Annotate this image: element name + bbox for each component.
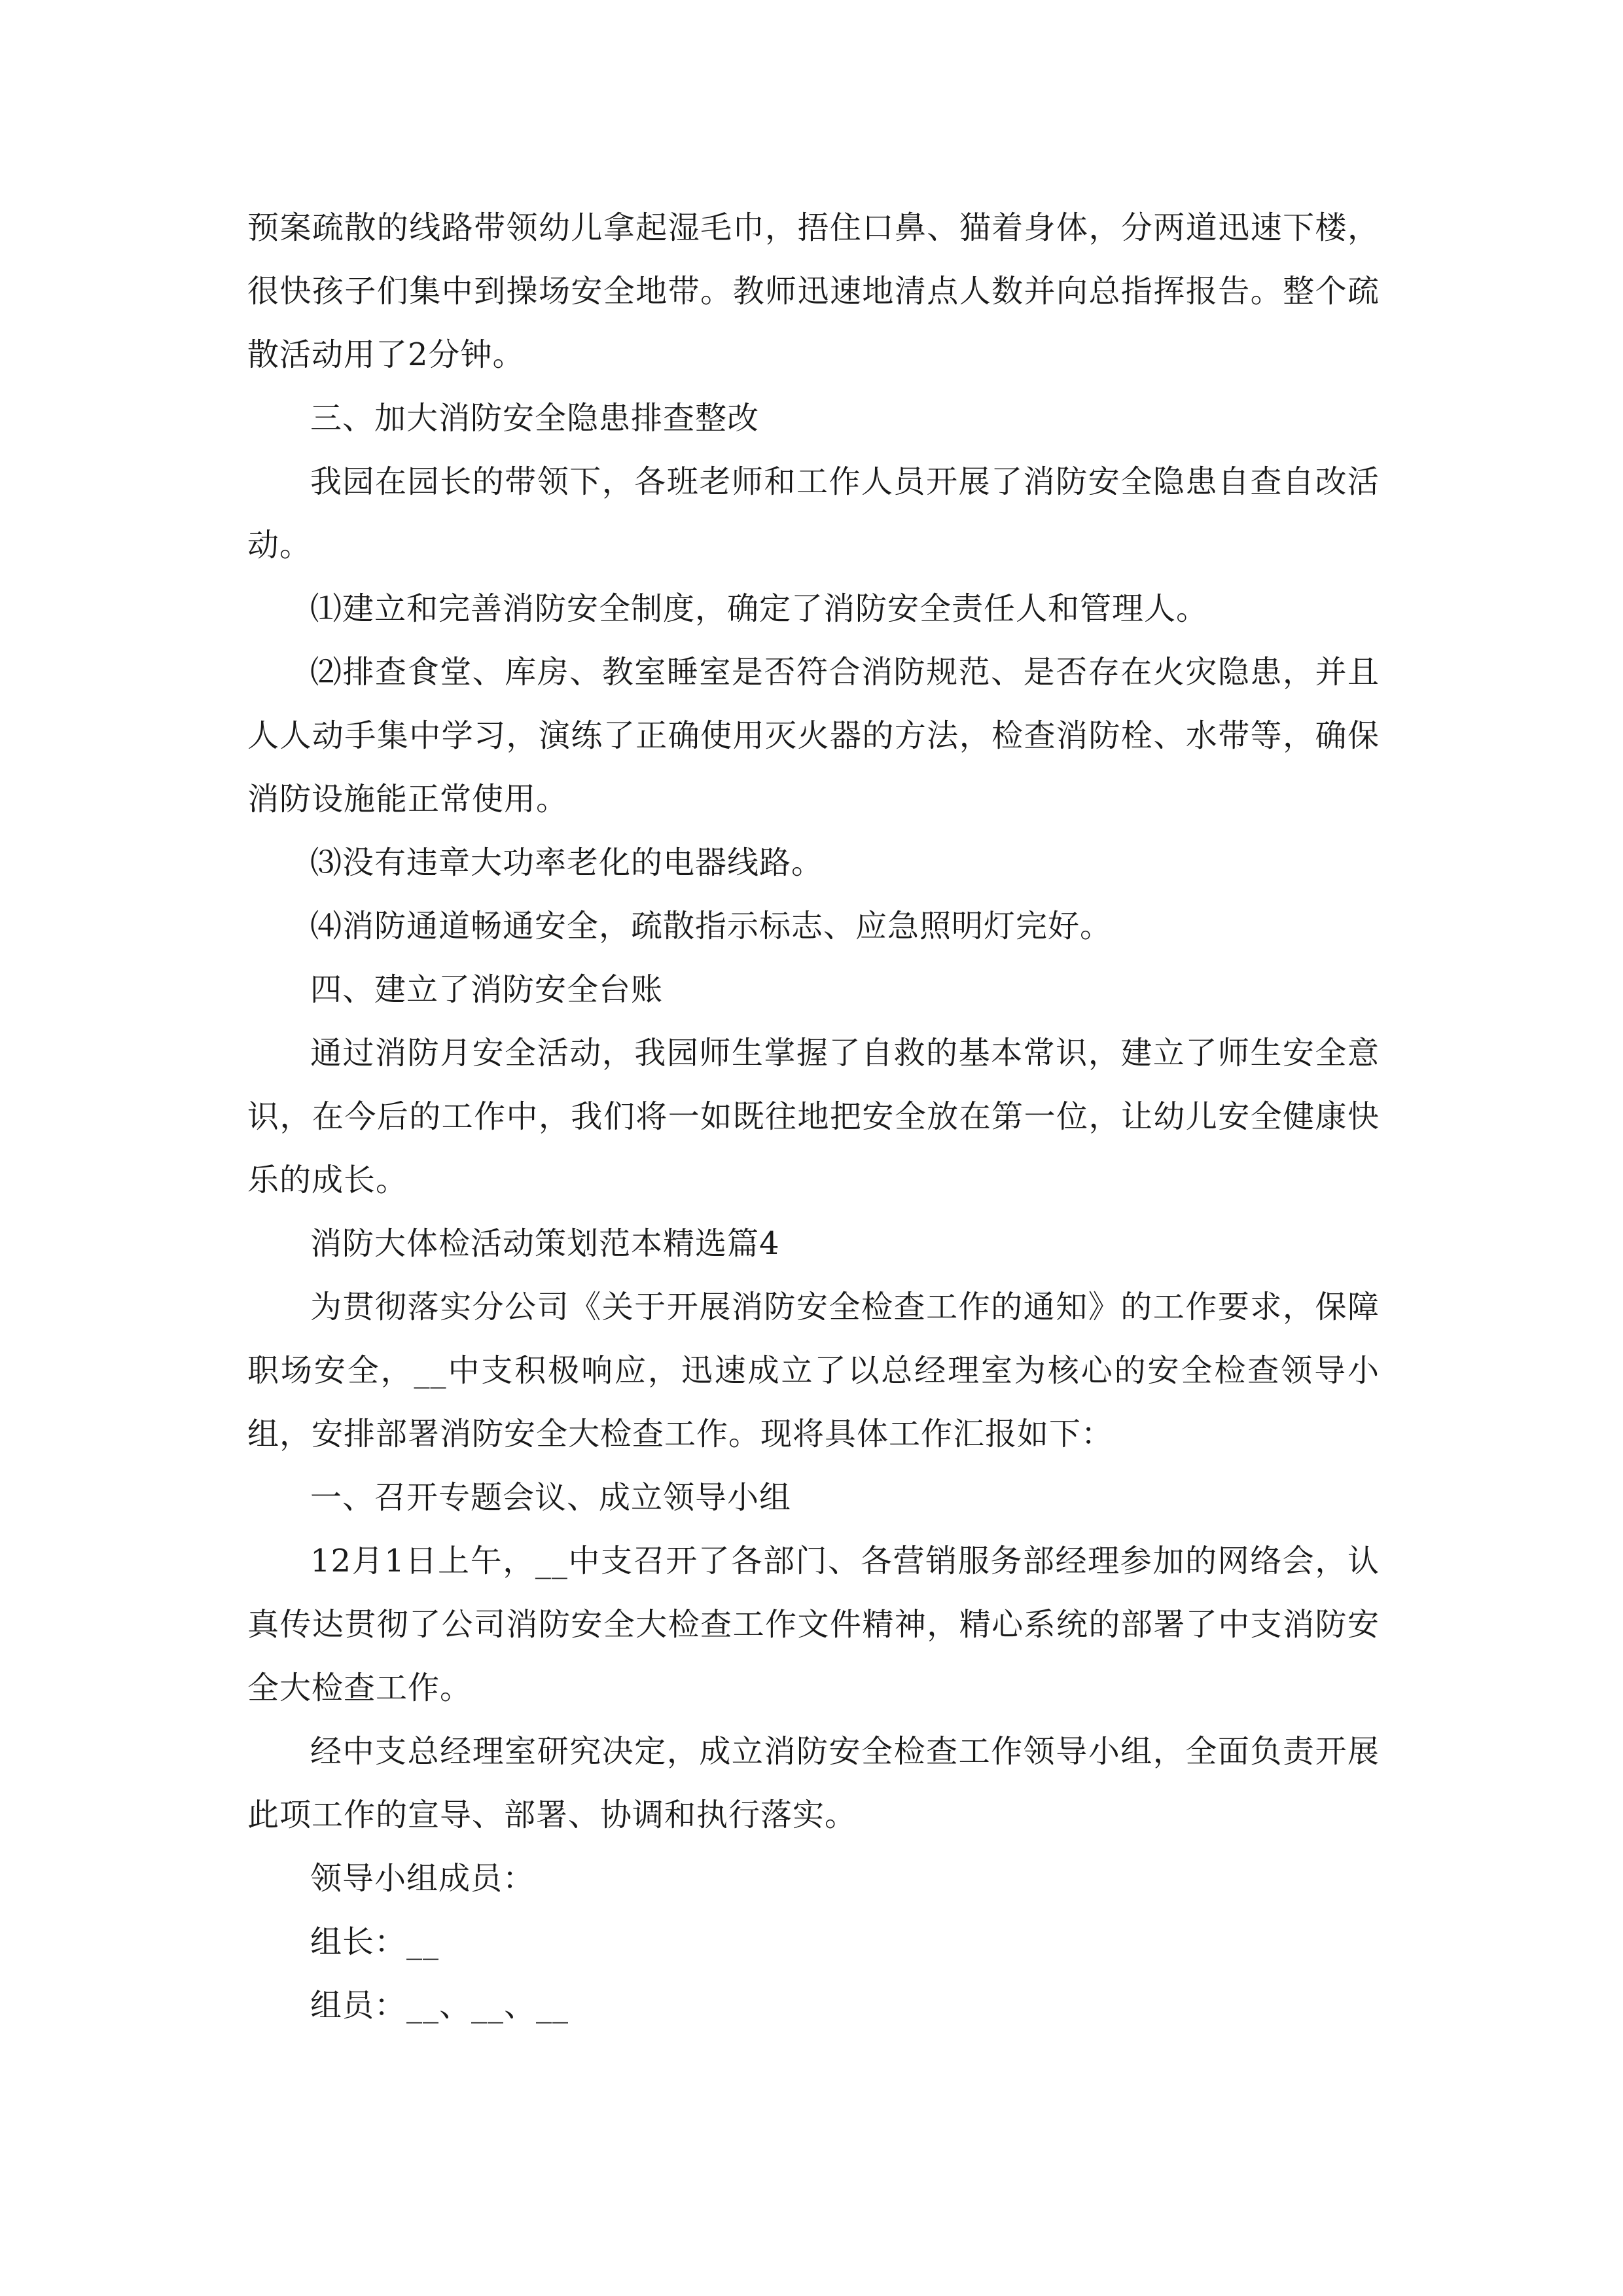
paragraph-conclusion: 通过消防月安全活动，我园师生掌握了自救的基本常识，建立了师生安全意识，在今后的工作中，我们将一如既往地把安全放在第一位，让幼儿安全健康快乐的成长。 bbox=[247, 1035, 1380, 1198]
paragraph-team-leader: 组长：__ bbox=[310, 1924, 440, 1960]
paragraph-team-members: 组员：__、__、__ bbox=[310, 1987, 569, 2024]
heading-safety-ledger: 四、建立了消防安全台账 bbox=[310, 971, 664, 1008]
list-item-2: ⑵排查食堂、库房、教室睡室是否符合消防规范、是否存在火灾隐患，并且人人动手集中学习，演练了正确使用灭火器的方法，检查消防栓、水带等，确保消防设施能正常使用。 bbox=[247, 654, 1380, 817]
paragraph-decision: 经中支总经理室研究决定，成立消防安全检查工作领导小组，全面负责开展此项工作的宣导、部署、协调和执行落实。 bbox=[247, 1733, 1380, 1833]
paragraph-intro: 为贯彻落实分公司《关于开展消防安全检查工作的通知》的工作要求，保障职场安全，__中支积极响应，迅速成立了以总经理室为核心的安全检查领导小组，安排部署消防安全大检查工作。现将具体工作汇报如下： bbox=[247, 1289, 1380, 1452]
paragraph-self-inspection: 我园在园长的带领下，各班老师和工作人员开展了消防安全隐患自查自改活动。 bbox=[247, 463, 1380, 564]
heading-meeting: 一、召开专题会议、成立领导小组 bbox=[310, 1479, 792, 1516]
heading-hazard-inspection: 三、加大消防安全隐患排查整改 bbox=[310, 400, 760, 437]
paragraph-members-label: 领导小组成员： bbox=[310, 1860, 535, 1897]
list-item-1: ⑴建立和完善消防安全制度，确定了消防安全责任人和管理人。 bbox=[310, 590, 1209, 627]
document-body bbox=[247, 196, 1380, 2037]
list-item-3: ⑶没有违章大功率老化的电器线路。 bbox=[310, 844, 824, 881]
paragraph-evacuation: 预案疏散的线路带领幼儿拿起湿毛巾，捂住口鼻、猫着身体，分两道迅速下楼，很快孩子们集中到操场安全地带。教师迅速地清点人数并向总指挥报告。整个疏散活动用了2分钟。 bbox=[247, 209, 1380, 373]
paragraph-meeting: 12月1日上午，__中支召开了各部门、各营销服务部经理参加的网络会，认真传达贯彻了公司消防安全大检查工作文件精神，精心系统的部署了中支消防安全大检查工作。 bbox=[247, 1543, 1380, 1706]
section-title-part-4: 消防大体检活动策划范本精选篇4 bbox=[310, 1225, 780, 1262]
list-item-4: ⑷消防通道畅通安全，疏散指示标志、应急照明灯完好。 bbox=[310, 908, 1113, 944]
